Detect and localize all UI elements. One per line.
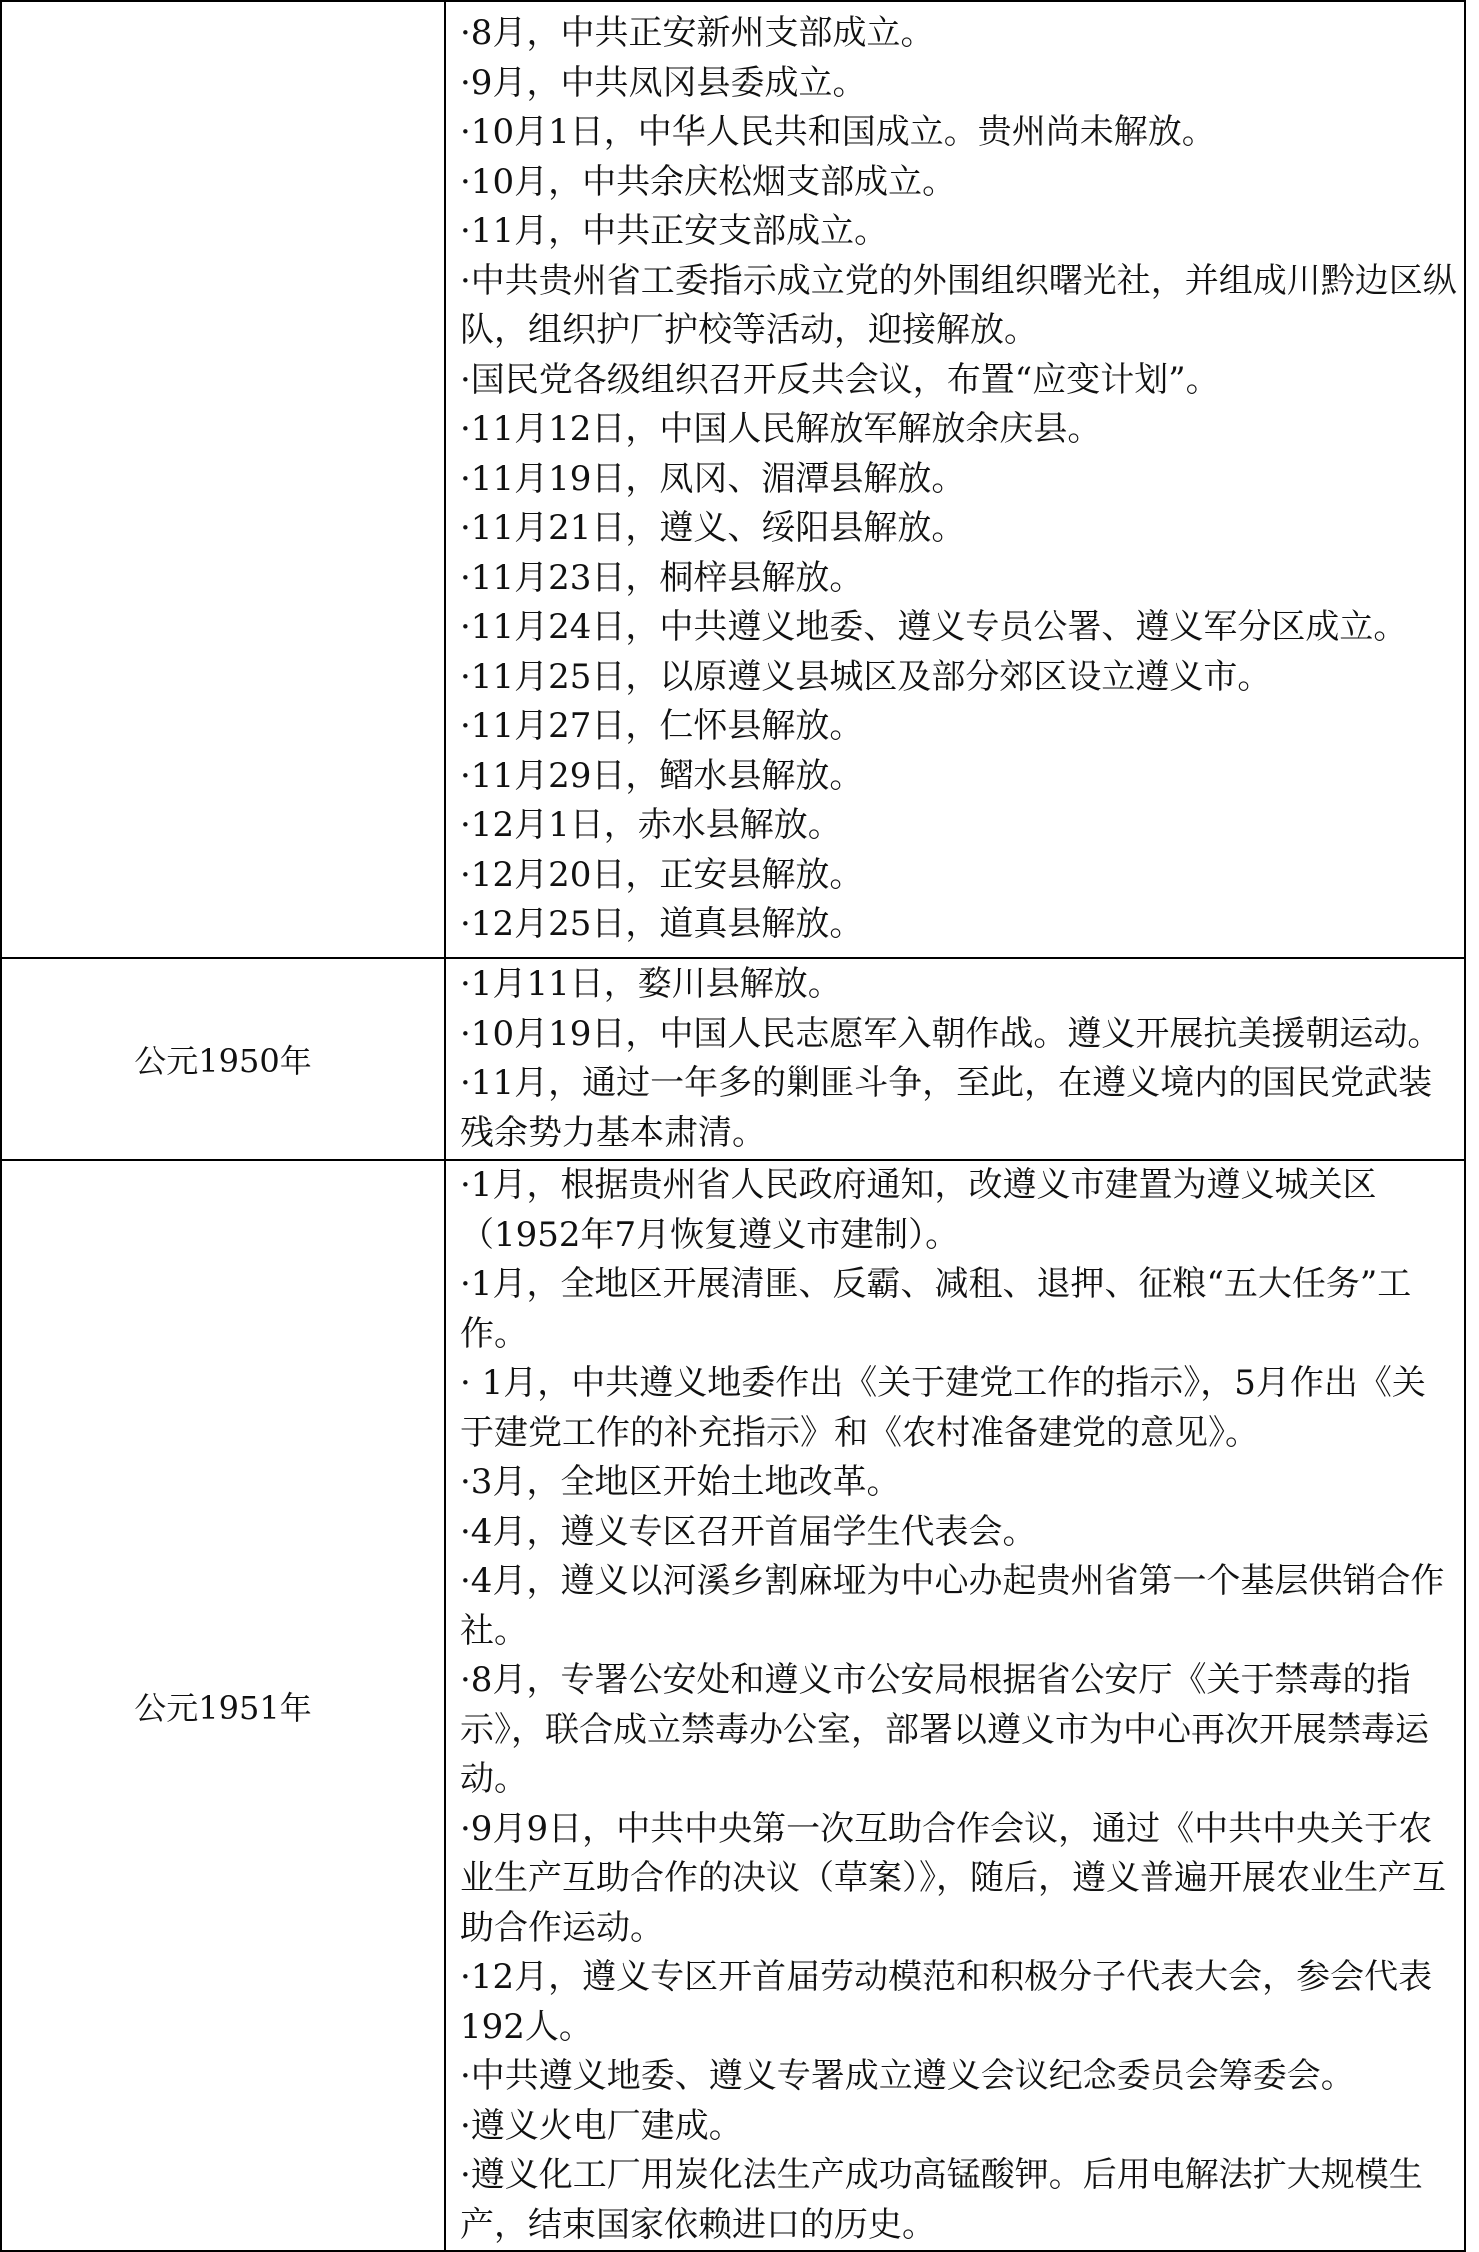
event-item: ·12月，遵义专区开首届劳动模范和积极分子代表大会，参会代表192人。 xyxy=(460,1957,1433,2047)
event-item: ·3月，全地区开始土地改革。 xyxy=(460,1462,901,1502)
event-item: ·9月9日，中共中央第一次互助合作会议，通过《中共中央关于农业生产互助合作的决议（草案）》，随后，遵义普遍开展农业生产互助合作运动。 xyxy=(460,1808,1446,1948)
event-item: ·中共遵义地委、遵义专署成立遵义会议纪念委员会筹委会。 xyxy=(460,2056,1355,2096)
table-row xyxy=(1,1160,1465,2251)
events-cell xyxy=(445,1,1465,958)
event-item: ·1月11日，婺川县解放。 xyxy=(460,964,842,1004)
event-item: ·11月19日，凤冈、湄潭县解放。 xyxy=(460,458,966,499)
event-item: ·遵义火电厂建成。 xyxy=(460,2105,743,2146)
event-item: ·11月27日，仁怀县解放。 xyxy=(460,706,864,747)
event-item: ·国民党各级组织召开反共会议，布置“应变计划”。 xyxy=(460,359,1220,400)
event-item: ·1月，全地区开展清匪、反霸、减租、退押、征粮“五大任务”工作。 xyxy=(460,1264,1412,1354)
event-item: ·12月1日，赤水县解放。 xyxy=(460,805,842,846)
event-item: ·12月20日，正安县解放。 xyxy=(460,854,864,895)
year-cell: 公元1950年 xyxy=(1,958,445,1160)
event-item: ·11月12日，中国人民解放军解放余庆县。 xyxy=(460,409,1102,450)
event-item: ·11月24日，中共遵义地委、遵义专员公署、遵义军分区成立。 xyxy=(460,607,1408,648)
event-item: ·中共贵州省工委指示成立党的外围组织曙光社，并组成川黔边区纵队，组织护厂护校等活动，迎接解放。 xyxy=(460,260,1457,351)
event-item: ·4月，遵义专区召开首届学生代表会。 xyxy=(460,1511,1037,1552)
year-cell: 公元1951年 xyxy=(1,1160,445,2251)
event-item: ·8月，专署公安处和遵义市公安局根据省公安厅《关于禁毒的指示》，联合成立禁毒办公室，部署以遵义市为中心再次开展禁毒运动。 xyxy=(460,1660,1429,1799)
event-item: ·11月23日，桐梓县解放。 xyxy=(460,557,864,598)
event-item: ·11月，通过一年多的剿匪斗争，至此，在遵义境内的国民党武装残余势力基本肃清。 xyxy=(460,1063,1433,1153)
events-cell xyxy=(445,958,1465,1160)
table-row xyxy=(1,1,1465,958)
event-item: ·11月，中共正安支部成立。 xyxy=(460,211,889,252)
event-item: ·遵义化工厂用炭化法生产成功高锰酸钾。后用电解法扩大规模生产，结束国家依赖进口的历史。 xyxy=(460,2155,1423,2245)
event-item: ·10月1日，中华人民共和国成立。贵州尚未解放。 xyxy=(460,112,1216,153)
event-item: ·4月，遵义以河溪乡割麻垭为中心办起贵州省第一个基层供销合作社。 xyxy=(460,1561,1445,1651)
event-item: ·11月21日，遵义、绥阳县解放。 xyxy=(460,508,966,549)
event-item: ·10月19日，中国人民志愿军入朝作战。遵义开展抗美援朝运动。 xyxy=(460,1013,1442,1054)
event-item: · 1月，中共遵义地委作出《关于建党工作的指示》，5月作出《关于建党工作的补充指示》和《农村准备建党的意见》。 xyxy=(460,1363,1426,1453)
table-row xyxy=(1,958,1465,1160)
event-item: ·12月25日，道真县解放。 xyxy=(460,904,864,945)
event-item: ·1月，根据贵州省人民政府通知，改遵义市建置为遵义城关区（1952年7月恢复遵义市建制）。 xyxy=(460,1165,1377,1255)
events-cell xyxy=(445,1160,1465,2251)
event-item: ·10月，中共余庆松烟支部成立。 xyxy=(460,161,957,202)
year-cell xyxy=(1,1,445,958)
event-item: ·8月，中共正安新州支部成立。 xyxy=(460,13,935,54)
event-item: ·11月25日，以原遵义县城区及部分郊区设立遵义市。 xyxy=(460,656,1272,697)
event-item: ·9月，中共凤冈县委成立。 xyxy=(460,62,867,103)
event-item: ·11月29日，鳛水县解放。 xyxy=(460,755,864,796)
